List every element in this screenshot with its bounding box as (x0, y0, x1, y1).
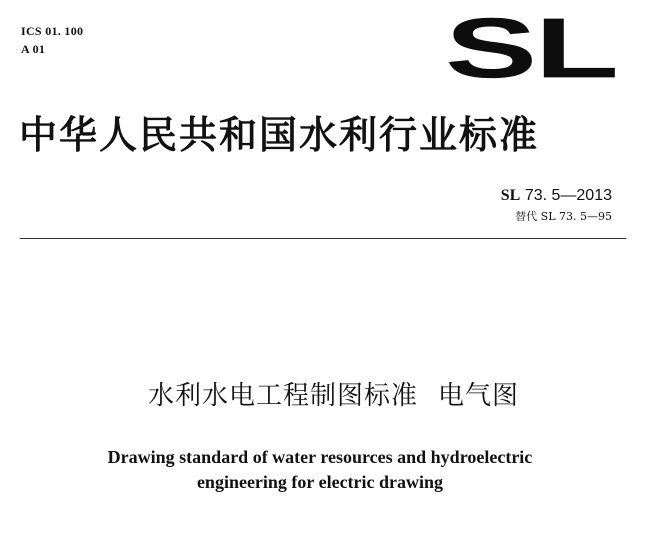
standard-number-value: 73. 5—2013 (524, 187, 612, 204)
ics-code: ICS 01. 100 (21, 24, 84, 38)
document-title-en (0, 445, 640, 495)
classification-codes (21, 22, 83, 58)
document-title-en-line1: Drawing standard of water resources and hydroelectric (107, 447, 533, 467)
replaces-standard: 替代 SL 73. 5—95 (515, 210, 612, 223)
category-code: A 01 (21, 42, 46, 56)
document-title-en-line2: engineering for electric drawing (196, 472, 444, 492)
standard-category-title: 中华人民共和国水利行业标准 (19, 113, 540, 157)
sl-logo: SL (445, 1, 617, 97)
divider-line (20, 238, 626, 239)
standard-number-prefix: SL (500, 187, 521, 204)
standard-number (501, 186, 612, 206)
document-title-cn (0, 380, 667, 412)
document-title-cn-main: 水利水电工程制图标准 (147, 381, 418, 411)
document-title-cn-sub: 电气图 (438, 381, 520, 411)
